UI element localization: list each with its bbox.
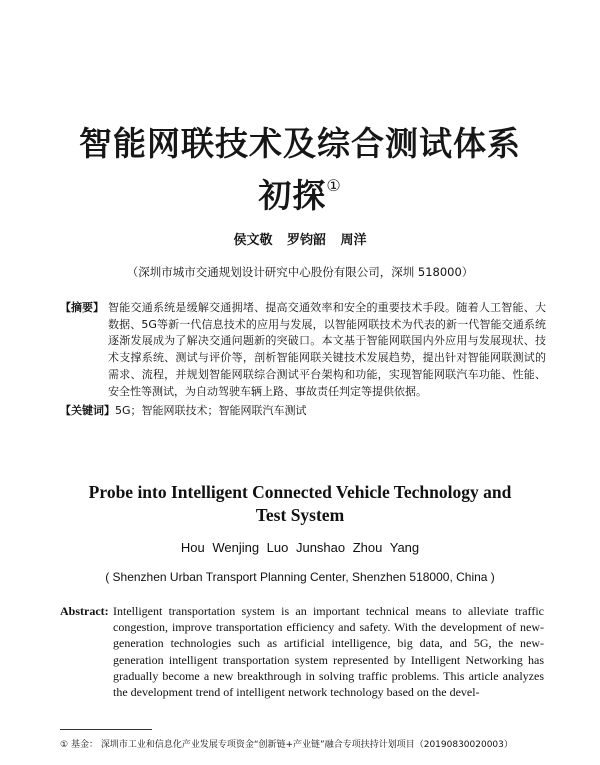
authors-en: Hou Wenjing Luo Junshao Zhou Yang — [180, 540, 420, 555]
abstract-cn-label: 【摘要】 — [60, 301, 104, 314]
title-en-line1: Probe into Intelligent Connected Vehicle Technology and — [88, 482, 512, 502]
footnote-label: 基金： — [70, 740, 98, 750]
authors-cn: 侯文敬 罗钧韶 周洋 — [233, 233, 367, 248]
abstract-cn — [60, 300, 546, 400]
footnote-mark: ① — [60, 740, 69, 750]
footnote-divider — [60, 729, 152, 730]
keywords-cn-label: 【关键词】 — [60, 404, 115, 417]
title-en-line2: Test System — [255, 505, 345, 525]
abstract-en-text: Intelligent transportation system is an important technical means to alleviate traffic congestion, improve transportation efficiency and safety. With the development of new-generation technologies such as artificial intelligence, big data, and 5G, the new-generation intelligent transportation system represented by Intelligent Networking has gradually become a new breakthrough in solving traffic problems. This article analyzes the development trend of intelligent network technology based on the devel- — [113, 604, 544, 700]
abstract-cn-text: 智能交通系统是缓解交通拥堵、提高交通效率和安全的重要技术手段。随着人工智能、大数据、5G等新一代信息技术的应用与发展，以智能网联技术为代表的新一代智能交通系统逐渐发展成为了解决交通问题新的突破口。本文基于智能网联国内外应用与发展现状、技术支撑系统、测试与评价等，剖析智能网联关键技术发展趋势，提出针对智能网联测试的需求、流程，并规划智能网联综合测试平台架构和功能，实现智能网联汽车功能、性能、安全性等测试，为自动驾驶车辆上路、事故责任判定等提供依据。 — [108, 301, 546, 398]
keywords-cn-text: 5G；智能网联技术；智能网联汽车测试 — [115, 404, 307, 417]
abstract-en — [60, 603, 544, 700]
footnote-text: 深圳市工业和信息化产业发展专项资金“创新链+产业链”融合专项扶持计划项目（20190830020003） — [100, 740, 513, 750]
title-cn-line2 — [0, 170, 600, 217]
abstract-en-label: Abstract: — [60, 604, 109, 618]
affiliation-en: ( Shenzhen Urban Transport Planning Center, Shenzhen 518000, China ) — [105, 570, 495, 584]
title-cn-line1: 智能网联技术及综合测试体系 — [79, 124, 521, 163]
title-footnote-mark[interactable]: ① — [326, 176, 342, 195]
footnote — [60, 737, 550, 750]
title-cn-line2-text: 初探 — [258, 176, 327, 215]
keywords-cn — [60, 402, 546, 418]
affiliation-cn: （深圳市城市交通规划设计研究中心股份有限公司，深圳 518000） — [126, 265, 474, 279]
